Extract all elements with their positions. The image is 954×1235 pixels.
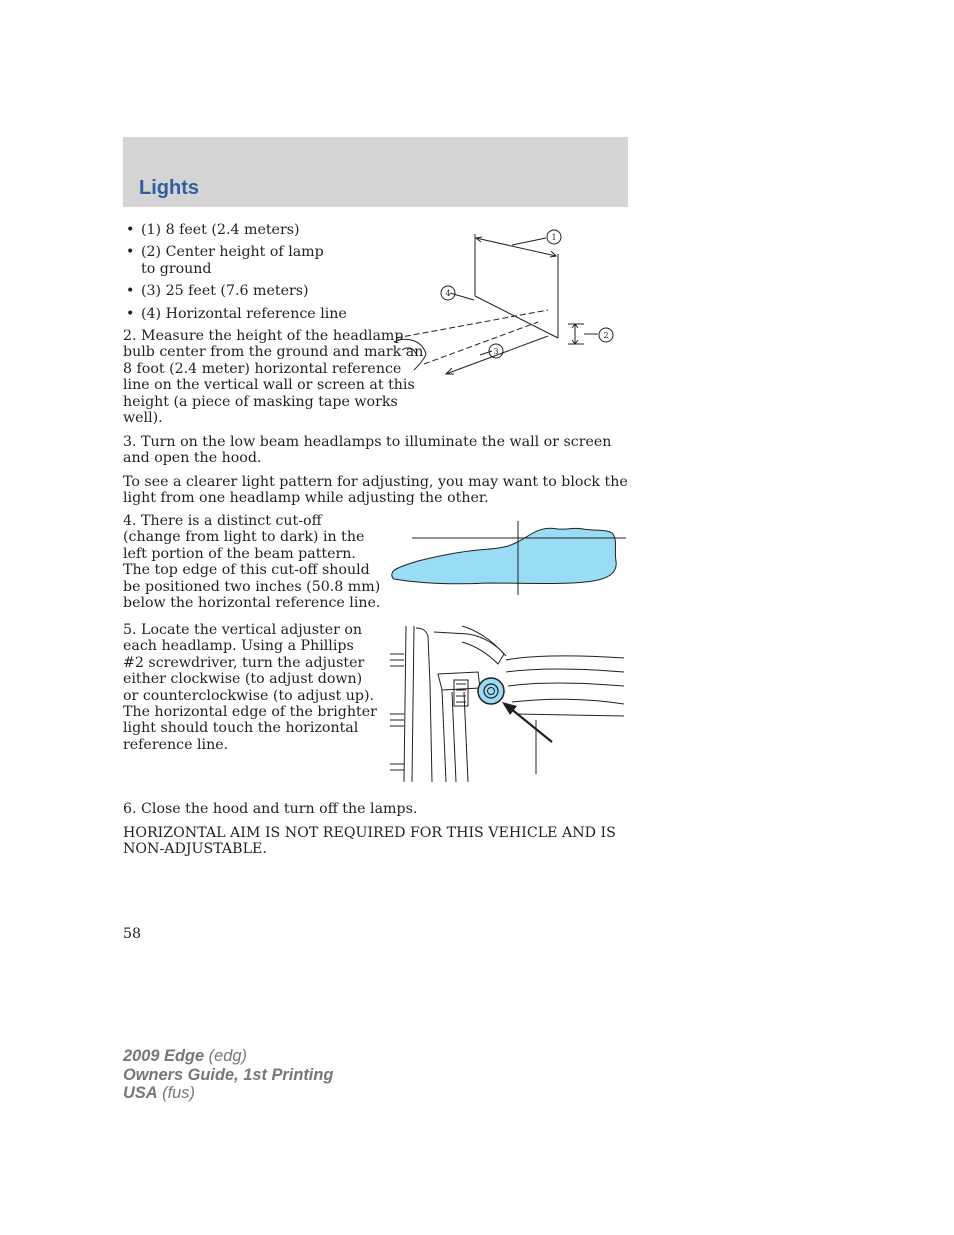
measurement-list — [123, 222, 383, 328]
list-item: • (4) Horizontal reference line — [126, 305, 347, 322]
footer-line-model: 2009 Edge (edg) — [123, 1047, 247, 1065]
list-item: • (1) 8 feet (2.4 meters) — [126, 222, 300, 238]
step-2-text: 2. Measure the height of the headlamp bulb center from the ground and mark an 8 foot (2.4 meter) horizontal reference line on the vertical wall or screen at this height (a piece of masking tape works well). — [123, 328, 424, 427]
step-3-text: 3. Turn on the low beam headlamps to illuminate the wall or screen and open the hood. — [123, 434, 612, 467]
adjuster-screw — [478, 678, 504, 704]
page-number: 58 — [123, 926, 142, 942]
beam-pattern-shape — [392, 528, 616, 584]
adjust-tip-text: To see a clearer light pattern for adjusting, you may want to block the light from one headlamp while adjusting the other. — [123, 474, 628, 507]
callout-label: 2 — [603, 331, 609, 340]
callout-label: 1 — [551, 233, 557, 242]
footer-line-guide: Owners Guide, 1st Printing — [123, 1065, 334, 1084]
section-title: Lights — [139, 177, 199, 199]
headlamp-adjuster-illustration — [386, 624, 626, 784]
beam-pattern-diagram — [388, 519, 628, 597]
document-footer — [123, 1047, 333, 1103]
callout-label: 4 — [445, 289, 451, 298]
step-4-text: 4. There is a distinct cut-off (change from light to dark) in the left portion of the beam pattern. The top edge of this cut-off should be positioned two inches (50.8 mm) below the horizontal reference line. — [123, 513, 381, 612]
step-6-text: 6. Close the hood and turn off the lamps. — [123, 801, 418, 817]
list-item: • (3) 25 feet (7.6 meters) — [126, 283, 309, 300]
horizontal-aim-note: HORIZONTAL AIM IS NOT REQUIRED FOR THIS VEHICLE AND IS NON-ADJUSTABLE. — [123, 825, 616, 858]
aiming-diagram — [388, 226, 628, 386]
section-header — [123, 137, 628, 207]
pointer-arrow — [510, 708, 552, 742]
step-5-text: 5. Locate the vertical adjuster on each headlamp. Using a Phillips #2 screwdriver, turn the adjuster either clockwise (to adjust down) or counterclockwise (to adjust up). The horizontal edge of the brighter light should touch the horizontal reference line. — [123, 622, 377, 753]
footer-line-market: USA (fus) — [123, 1084, 195, 1103]
list-item: • (2) Center height of lamp to ground — [126, 244, 324, 277]
callout-label: 3 — [493, 347, 499, 356]
